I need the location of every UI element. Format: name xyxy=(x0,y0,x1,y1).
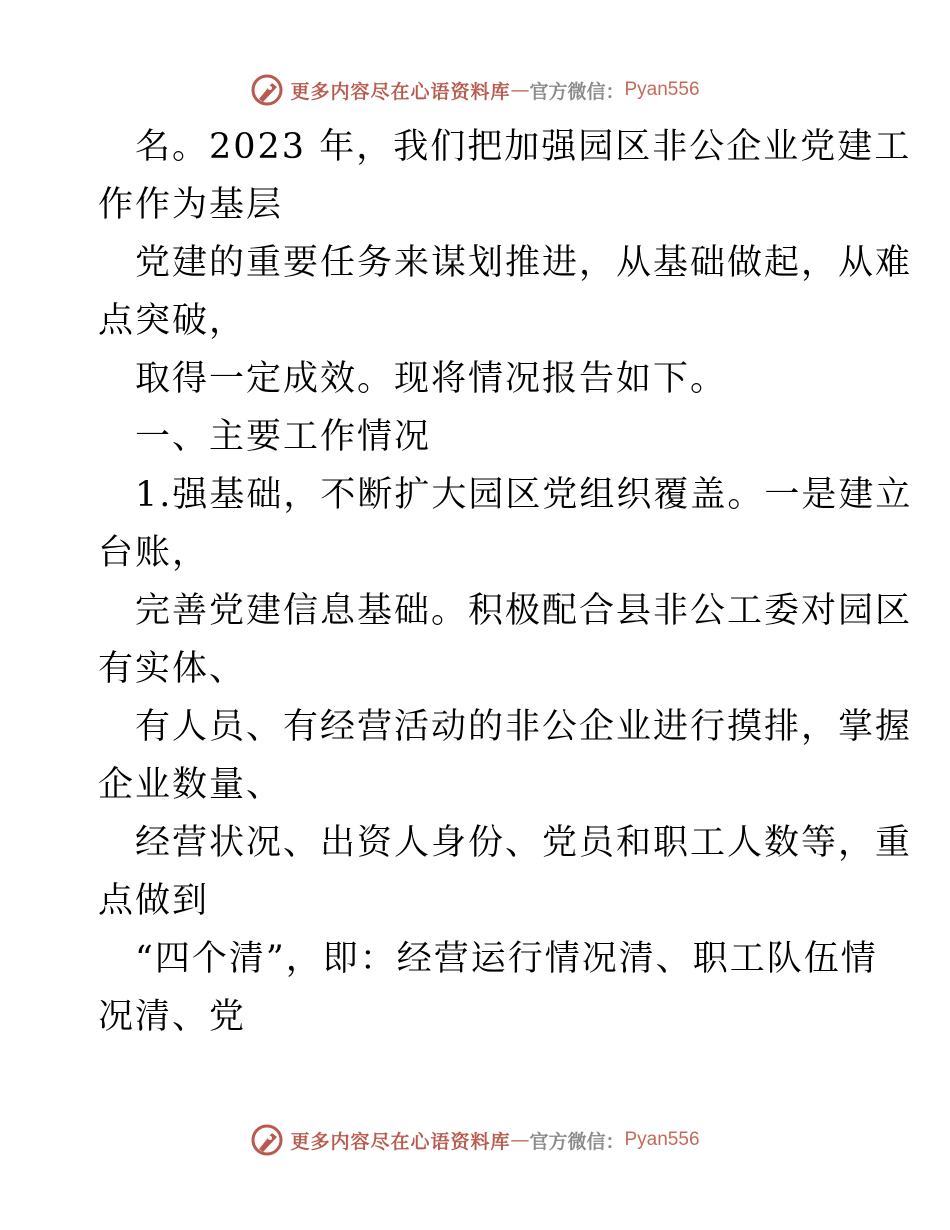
banner-separator: — xyxy=(510,1129,530,1151)
body-line: 点突破， xyxy=(98,301,247,341)
header-banner xyxy=(0,70,950,110)
body-line: 企业数量、 xyxy=(98,765,284,805)
pen-nib-logo-icon xyxy=(250,73,284,107)
banner-main-text: 更多内容尽在心语资料库 xyxy=(290,80,511,103)
body-line: 有人员、有经营活动的非公企业进行摸排，掌握 xyxy=(135,707,913,747)
body-line: 点做到 xyxy=(98,881,210,921)
body-line: 名。2023 年，我们把加强园区非公企业党建工 xyxy=(135,127,912,167)
body-line: 经营状况、出资人身份、党员和职工人数等，重 xyxy=(135,823,913,863)
body-line: 完善党建信息基础。积极配合县非公工委对园区 xyxy=(135,591,913,631)
banner-wechat-id: Pyan556 xyxy=(624,1129,700,1150)
document-body xyxy=(98,118,913,1046)
body-line: 有实体、 xyxy=(98,649,247,689)
body-line: 台账， xyxy=(98,533,210,573)
banner-main-text: 更多内容尽在心语资料库 xyxy=(290,1130,511,1153)
banner-wechat-label: 官方微信： xyxy=(529,80,625,103)
body-line: 作作为基层 xyxy=(98,185,284,225)
pen-nib-logo-icon xyxy=(250,1123,284,1157)
banner-wechat-id: Pyan556 xyxy=(624,79,700,100)
banner-separator: — xyxy=(510,79,530,101)
body-line: 1.强基础，不断扩大园区党组织覆盖。一是建立 xyxy=(135,475,913,515)
body-line: 取得一定成效。现将情况报告如下。 xyxy=(135,359,728,399)
footer-banner xyxy=(0,1120,950,1160)
body-line: “四个清”，即：经营运行情况清、职工队伍情 xyxy=(135,939,878,979)
body-line: 党建的重要任务来谋划推进，从基础做起，从难 xyxy=(135,243,913,283)
section-heading: 一、主要工作情况 xyxy=(135,417,432,457)
banner-wechat-label: 官方微信： xyxy=(529,1130,625,1153)
body-line: 况清、党 xyxy=(98,997,247,1037)
